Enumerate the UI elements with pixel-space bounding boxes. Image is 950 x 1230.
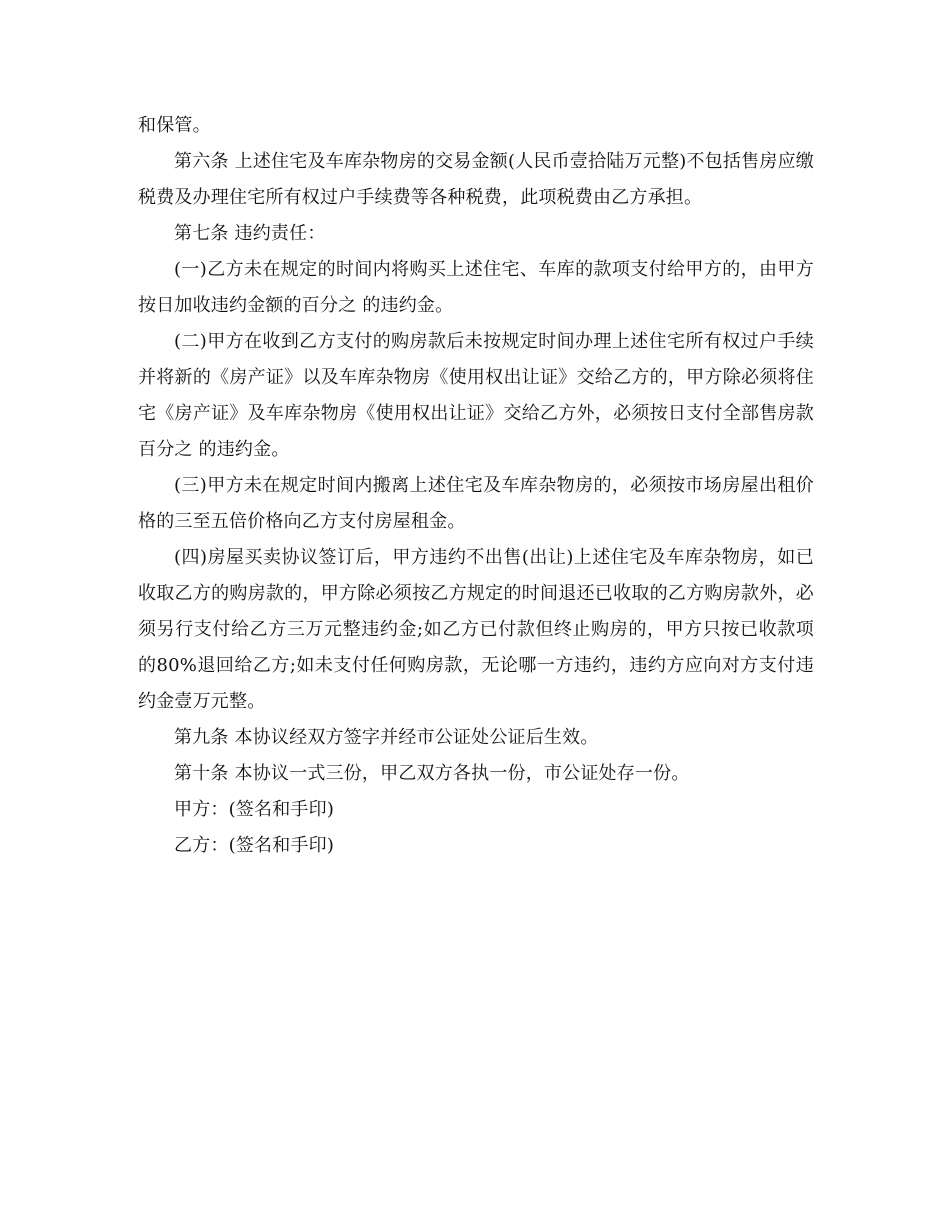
article-10-copies: 第十条 本协议一式三份，甲乙双方各执一份，市公证处存一份。 xyxy=(174,763,690,784)
clause-1-buyer-late-payment: (一)乙方未在规定的时间内将购买上述住宅、车库的款项支付给甲方的，由甲方按日加收违约金额的百分之 的违约金。 xyxy=(138,259,814,316)
party-a-signature-line: 甲方：(签名和手印) xyxy=(174,799,335,820)
clause-4-breach-penalty: (四)房屋买卖协议签订后，甲方违约不出售(出让)上述住宅及车库杂物房，如已收取乙方的购房款的，甲方除必须按乙方规定的时间退还已收取的乙方购房款外，必须另行支付给乙方三万元整违约金;如乙方已付款但终止购房的，甲方只按已收款项的80%退回给乙方;如未支付任何购房款，无论哪一方违约，违约方应向对方支付违约金壹万元整。 xyxy=(138,547,814,712)
article-9-effectiveness: 第九条 本协议经双方签字并经市公证处公证后生效。 xyxy=(174,727,599,748)
clause-2-seller-transfer-delay: (二)甲方在收到乙方支付的购房款后未按规定时间办理上述住宅所有权过户手续并将新的《房产证》以及车库杂物房《使用权出让证》交给乙方的，甲方除必须将住宅《房产证》及车库杂物房《使用权出让证》交给乙方外，必须按日支付全部售房款百分之 的违约金。 xyxy=(138,331,814,460)
paragraph-continuation: 和保管。 xyxy=(138,115,211,136)
clause-3-seller-move-out: (三)甲方未在规定时间内搬离上述住宅及车库杂物房的，必须按市场房屋出租价格的三至五倍价格向乙方支付房屋租金。 xyxy=(138,475,814,532)
article-6-transaction-amount: 第六条 上述住宅及车库杂物房的交易金额(人民币壹拾陆万元整)不包括售房应缴税费及办理住宅所有权过户手续费等各种税费，此项税费由乙方承担。 xyxy=(138,151,814,208)
party-b-signature-line: 乙方：(签名和手印) xyxy=(174,835,335,856)
article-7-heading: 第七条 违约责任： xyxy=(174,223,326,244)
document-page xyxy=(138,108,814,864)
